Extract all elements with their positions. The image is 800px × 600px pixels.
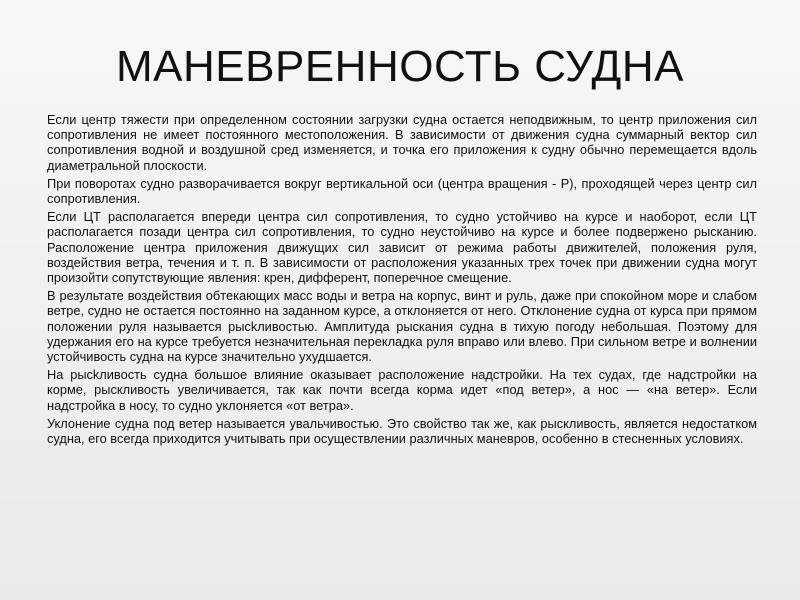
paragraph: При поворотах судно разворачивается вокруг вертикальной оси (центра вращения - Р), проходящей через центр сил сопротивления. (47, 175, 757, 207)
paragraph: В результате воздействия обтекающих масс воды и ветра на корпус, винт и руль, даже при спокойном море и слабом ветре, судно не остается постоянно на заданном курсе, а отклоняется от него. Отклонение судна от курса при прямом положении руля называется рысkливостью. Амплитуда рыскания судна в тихую погоду небольшая. Поэтому для удержания его на курсе требуется незначительная перекладка руля вправо или влево. При сильном ветре и волнении устойчивость судна на курсе значительно ухудшается. (47, 288, 757, 365)
slide-title: МАНЕВРЕННОСТЬ СУДНА (116, 42, 684, 91)
paragraph: Если ЦТ располагается впереди центра сил сопротивления, то судно устойчиво на курсе и наоборот, если ЦТ располагается позади центра сил сопротивления, то судно неустойчиво на курсе и более подвержено рысканию. Расположение центра приложения движущих сил зависит от режима работы движителей, положения руля, воздействия ветра, течения и т. п. В зависимости от расположения указанных трех точек при движении судна могут произойти сопутствующие явления: крен, дифферент, поперечное смещение. (47, 209, 757, 286)
paragraph: На рысkливость судна большое влияние оказывает расположение надстройки. На тех судах, где надстройки на корме, рыскливость увеличивается, так как почти всегда корма идет «под ветер», а нос — «на ветер». Если надстройка в носу, то судно уклоняется «от ветра». (47, 367, 757, 413)
slide-body (47, 112, 757, 449)
paragraph: Если центр тяжести при определенном состоянии загрузки судна остается неподвижным, то центр приложения сил сопротивления не имеет постоянного местоположения. В зависимости от движения судна суммарный вектор сил сопротивления водной и воздушной сред изменяется, и точка его приложения к судну обычно перемещается вдоль диаметральной плоскости. (47, 112, 757, 173)
paragraph: Уклонение судна под ветер называется увальчивостью. Это свойство так же, как рыскливость, является недостатком судна, его всегда приходится учитывать при осуществлении различных маневров, особенно в стесненных условиях. (47, 415, 757, 447)
